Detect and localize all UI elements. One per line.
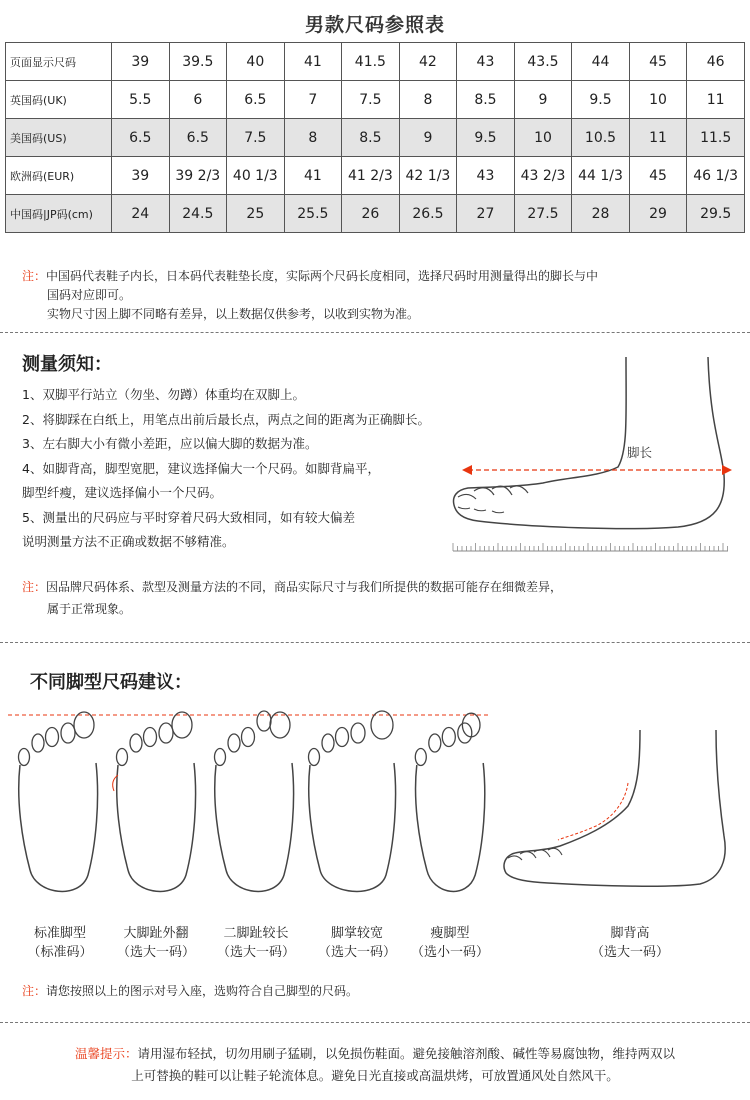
instruction-item: 说明测量方法不正确或数据不够精准。 bbox=[22, 534, 235, 549]
table-cell: 24.5 bbox=[169, 195, 227, 233]
table-cell: 6.5 bbox=[112, 119, 170, 157]
table-row bbox=[6, 157, 745, 195]
table-cell: 40 1/3 bbox=[227, 157, 285, 195]
foot-type-note bbox=[22, 982, 742, 1001]
table-cell: 44 1/3 bbox=[572, 157, 630, 195]
table-cell: 41 bbox=[284, 43, 342, 81]
foot-type-diagrams bbox=[0, 705, 500, 915]
foot-outline bbox=[19, 712, 98, 891]
foot-outline bbox=[309, 711, 396, 891]
note-line: 国码对应即可。 bbox=[47, 288, 132, 302]
foot-length-diagram bbox=[448, 355, 743, 560]
table-cell: 25 bbox=[227, 195, 285, 233]
foot-outline bbox=[415, 713, 484, 891]
note-line: 因品牌尺码体系、款型及测量方法的不同，商品实际尺寸与我们所提供的数据可能存在细微差异， bbox=[46, 580, 563, 594]
divider bbox=[0, 642, 750, 643]
foot-type-advice: （选大一码） bbox=[116, 945, 195, 960]
table-cell: 6.5 bbox=[227, 81, 285, 119]
note-line: 属于正常现象。 bbox=[47, 602, 132, 616]
table-cell: 10.5 bbox=[572, 119, 630, 157]
table-cell: 26 bbox=[342, 195, 400, 233]
table-cell: 8 bbox=[399, 81, 457, 119]
table-cell: 9.5 bbox=[572, 81, 630, 119]
tip-prefix: 温馨提示： bbox=[74, 1046, 138, 1061]
table-cell: 41.5 bbox=[342, 43, 400, 81]
table-cell: 40 bbox=[227, 43, 285, 81]
table-cell: 7.5 bbox=[342, 81, 400, 119]
table-cell: 10 bbox=[629, 81, 687, 119]
row-label: 中国码|JP码(cm) bbox=[6, 195, 112, 233]
table-cell: 29.5 bbox=[687, 195, 745, 233]
instruction-item: 4、如脚背高，脚型宽肥，建议选择偏大一个尺码。如脚背扁平， bbox=[22, 460, 380, 476]
table-cell: 29 bbox=[629, 195, 687, 233]
foot-type-advice: （选大一码） bbox=[590, 945, 669, 960]
table-cell: 25.5 bbox=[284, 195, 342, 233]
table-cell: 46 1/3 bbox=[687, 157, 745, 195]
measure-instructions bbox=[22, 383, 430, 555]
table-cell: 39 bbox=[112, 43, 170, 81]
table-cell: 9.5 bbox=[457, 119, 515, 157]
instruction-item: 2、将脚踩在白纸上，用笔点出前后最长点，两点之间的距离为正确脚长。 bbox=[22, 411, 430, 427]
instruction-item: 脚型纤瘦，建议选择偏小一个尺码。 bbox=[22, 485, 223, 500]
page-title: 男款尺码参照表 bbox=[304, 14, 445, 36]
divider bbox=[0, 332, 750, 333]
table-cell: 41 bbox=[284, 157, 342, 195]
note-line: 请您按照以上的图示对号入座，选购符合自己脚型的尺码。 bbox=[46, 984, 359, 998]
tip-line: 请用湿布轻拭，切勿用刷子猛刷，以免损伤鞋面。避免接触溶剂酸、碱性等易腐蚀物，维持两双以 bbox=[137, 1046, 676, 1061]
table-cell: 42 bbox=[399, 43, 457, 81]
foot-type-caption bbox=[575, 924, 685, 962]
divider bbox=[0, 1022, 750, 1023]
table-cell: 43 bbox=[457, 43, 515, 81]
table-cell: 11 bbox=[687, 81, 745, 119]
size-note bbox=[22, 267, 737, 324]
foot-outline bbox=[215, 711, 294, 891]
foot-type-advice: （标准码） bbox=[27, 945, 93, 960]
table-cell: 39 2/3 bbox=[169, 157, 227, 195]
table-cell: 11.5 bbox=[687, 119, 745, 157]
table-cell: 7 bbox=[284, 81, 342, 119]
foot-outline bbox=[113, 712, 196, 891]
table-cell: 6.5 bbox=[169, 119, 227, 157]
table-cell: 45 bbox=[629, 43, 687, 81]
note-line: 中国码代表鞋子内长，日本码代表鞋垫长度，实际两个尺码长度相同，选择尺码时用测量得出的脚长与中 bbox=[46, 269, 599, 283]
foot-type-name: 大脚趾外翻 bbox=[123, 926, 189, 941]
tip-line: 上可替换的鞋可以让鞋子轮流体息。避免日光直接或高温烘烤，可放置通风处自然风干。 bbox=[131, 1068, 619, 1083]
note-prefix: 注： bbox=[22, 269, 47, 283]
foot-type-name: 标准脚型 bbox=[33, 926, 86, 941]
table-cell: 43 2/3 bbox=[514, 157, 572, 195]
note-prefix: 注： bbox=[22, 580, 47, 594]
table-cell: 44 bbox=[572, 43, 630, 81]
table-cell: 8 bbox=[284, 119, 342, 157]
table-row bbox=[6, 195, 745, 233]
table-cell: 26.5 bbox=[399, 195, 457, 233]
brand-note bbox=[22, 578, 742, 619]
row-label: 欧洲码(EUR) bbox=[6, 157, 112, 195]
table-cell: 11 bbox=[629, 119, 687, 157]
table-cell: 8.5 bbox=[342, 119, 400, 157]
foot-type-advice: （选大一码） bbox=[216, 945, 295, 960]
table-cell: 27.5 bbox=[514, 195, 572, 233]
foot-type-caption bbox=[395, 924, 505, 962]
foot-type-name: 瘦脚型 bbox=[430, 926, 470, 941]
foot-type-caption bbox=[101, 924, 211, 962]
table-cell: 9 bbox=[399, 119, 457, 157]
table-row bbox=[6, 81, 745, 119]
row-label: 英国码(UK) bbox=[6, 81, 112, 119]
instruction-item: 5、测量出的尺码应与平时穿着尺码大致相同，如有较大偏差 bbox=[22, 509, 355, 525]
measure-heading: 测量须知： bbox=[22, 354, 112, 375]
table-cell: 43.5 bbox=[514, 43, 572, 81]
foot-length-label: 脚长 bbox=[627, 445, 653, 460]
note-line: 实物尺寸因上脚不同略有差异，以上数据仅供参考，以收到实物为准。 bbox=[47, 307, 420, 321]
table-cell: 42 1/3 bbox=[399, 157, 457, 195]
instruction-item: 1、双脚平行站立（勿坐、勿蹲）体重均在双脚上。 bbox=[22, 387, 305, 402]
table-row bbox=[6, 43, 745, 81]
high-instep-diagram bbox=[500, 728, 745, 918]
table-cell: 7.5 bbox=[227, 119, 285, 157]
table-cell: 27 bbox=[457, 195, 515, 233]
table-cell: 28 bbox=[572, 195, 630, 233]
note-prefix: 注： bbox=[22, 984, 47, 998]
table-cell: 5.5 bbox=[112, 81, 170, 119]
care-tip bbox=[0, 1043, 750, 1087]
size-chart-table bbox=[5, 42, 745, 233]
instruction-item: 3、左右脚大小有微小差距，应以偏大脚的数据为准。 bbox=[22, 436, 318, 451]
foot-type-caption bbox=[201, 924, 311, 962]
table-cell: 8.5 bbox=[457, 81, 515, 119]
table-cell: 43 bbox=[457, 157, 515, 195]
table-cell: 41 2/3 bbox=[342, 157, 400, 195]
table-cell: 9 bbox=[514, 81, 572, 119]
foot-type-advice: （选小一码） bbox=[410, 945, 489, 960]
foot-type-name: 二脚趾较长 bbox=[223, 926, 289, 941]
foot-type-advice: （选大一码） bbox=[317, 945, 396, 960]
table-row bbox=[6, 119, 745, 157]
table-cell: 24 bbox=[112, 195, 170, 233]
foot-type-name: 脚背高 bbox=[610, 926, 650, 941]
table-cell: 6 bbox=[169, 81, 227, 119]
foot-type-caption bbox=[5, 924, 115, 962]
row-label: 美国码(US) bbox=[6, 119, 112, 157]
table-cell: 46 bbox=[687, 43, 745, 81]
table-cell: 45 bbox=[629, 157, 687, 195]
table-cell: 39.5 bbox=[169, 43, 227, 81]
foot-types-heading: 不同脚型尺码建议： bbox=[30, 672, 192, 693]
foot-type-name: 脚掌较宽 bbox=[330, 926, 383, 941]
row-label: 页面显示尺码 bbox=[6, 43, 112, 81]
table-cell: 39 bbox=[112, 157, 170, 195]
table-cell: 10 bbox=[514, 119, 572, 157]
